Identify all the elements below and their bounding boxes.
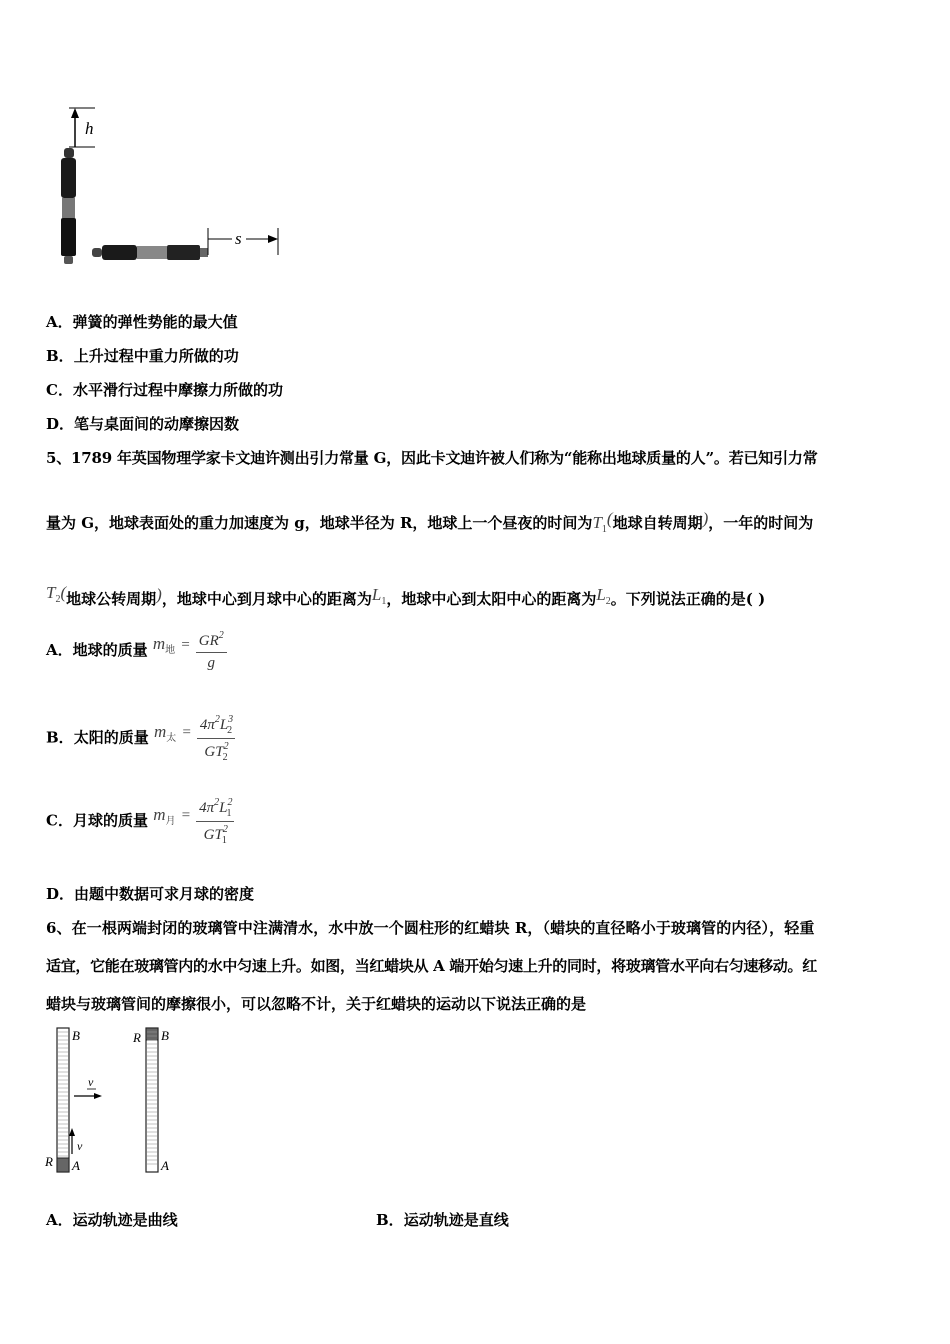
q5-option-c: C．月球的质量 $m_月$ = $\frac{4\pi^2L^2_1}{GT^2_1}$ — [46, 797, 233, 846]
q5-stem-line2: 量为 G，地球表面处的重力加速度为 g，地球半径为 R，地球上一个昼夜的时间为$T_1$(地球自转周期)，一年的时间为 — [46, 509, 814, 535]
q5-stem-line3: $T_2$(地球公转周期)，地球中心到月球中心的距离为$L_1$，地球中心到太阳中心的距离为$L_2$。下列说法正确的是( ) — [46, 583, 766, 608]
tube2-label-b: B — [161, 1028, 169, 1043]
q5-a-fraction: $\frac{GR^2}{g}$ — [196, 630, 227, 672]
tube1-label-r: R — [45, 1154, 53, 1169]
q6-stem-line3: 蜡块与玻璃管间的摩擦很小，可以忽略不计，关于红蜡块的运动以下说法正确的是 — [46, 995, 587, 1013]
tube1-label-v: v — [77, 1139, 83, 1153]
q5-b-fraction: $\frac{4\pi^2L^3_2}{GT^2_2}$ — [197, 714, 235, 763]
q4-option-b: B．上升过程中重力所做的功 — [46, 347, 239, 365]
s-label: s — [235, 229, 242, 248]
q5-stem-line1: 5、1789 年英国物理学家卡文迪许测出引力常量 G，因此卡文迪许被人们称为“能称出地球质量的人”。若已知引力常 — [46, 449, 818, 467]
tube2-label-r: R — [133, 1030, 141, 1045]
q6-option-a: A．运动轨迹是曲线 — [46, 1211, 178, 1229]
q5-option-d: D．由题中数据可求月球的密度 — [46, 885, 255, 903]
tube1-label-vx: v — [88, 1075, 94, 1089]
q6-stem-line1: 6、在一根两端封闭的玻璃管中注满清水，水中放一个圆柱形的红蜡块 R，（蜡块的直径略小于玻璃管的内径），轻重 — [46, 919, 815, 937]
tube1-label-b: B — [72, 1028, 80, 1043]
q5-option-a: A．地球的质量 $m_地$ = $\frac{GR^2}{g}$ — [46, 630, 227, 672]
q6-stem-line2: 适宜，它能在玻璃管内的水中匀速上升。如图，当红蜡块从 A 端开始匀速上升的同时，将玻璃管水平向右匀速移动。红 — [46, 957, 817, 975]
tube2-label-a: A — [161, 1158, 169, 1173]
h-label: h — [85, 119, 94, 138]
tube-figure — [40, 1022, 190, 1180]
q4-option-c: C．水平滑行过程中摩擦力所做的功 — [46, 381, 283, 399]
q4-option-d: D．笔与桌面间的动摩擦因数 — [46, 415, 240, 433]
q5-option-b: B．太阳的质量 $m_太$ = $\frac{4\pi^2L^3_2}{GT^2_2}$ — [46, 714, 234, 763]
q6-option-b: B．运动轨迹是直线 — [376, 1211, 509, 1229]
tube1-label-a: A — [72, 1158, 80, 1173]
q5-c-fraction: $\frac{4\pi^2L^2_1}{GT^2_1}$ — [196, 797, 234, 846]
pen-figure — [40, 100, 300, 275]
q4-option-a: A．弹簧的弹性势能的最大值 — [46, 313, 238, 331]
